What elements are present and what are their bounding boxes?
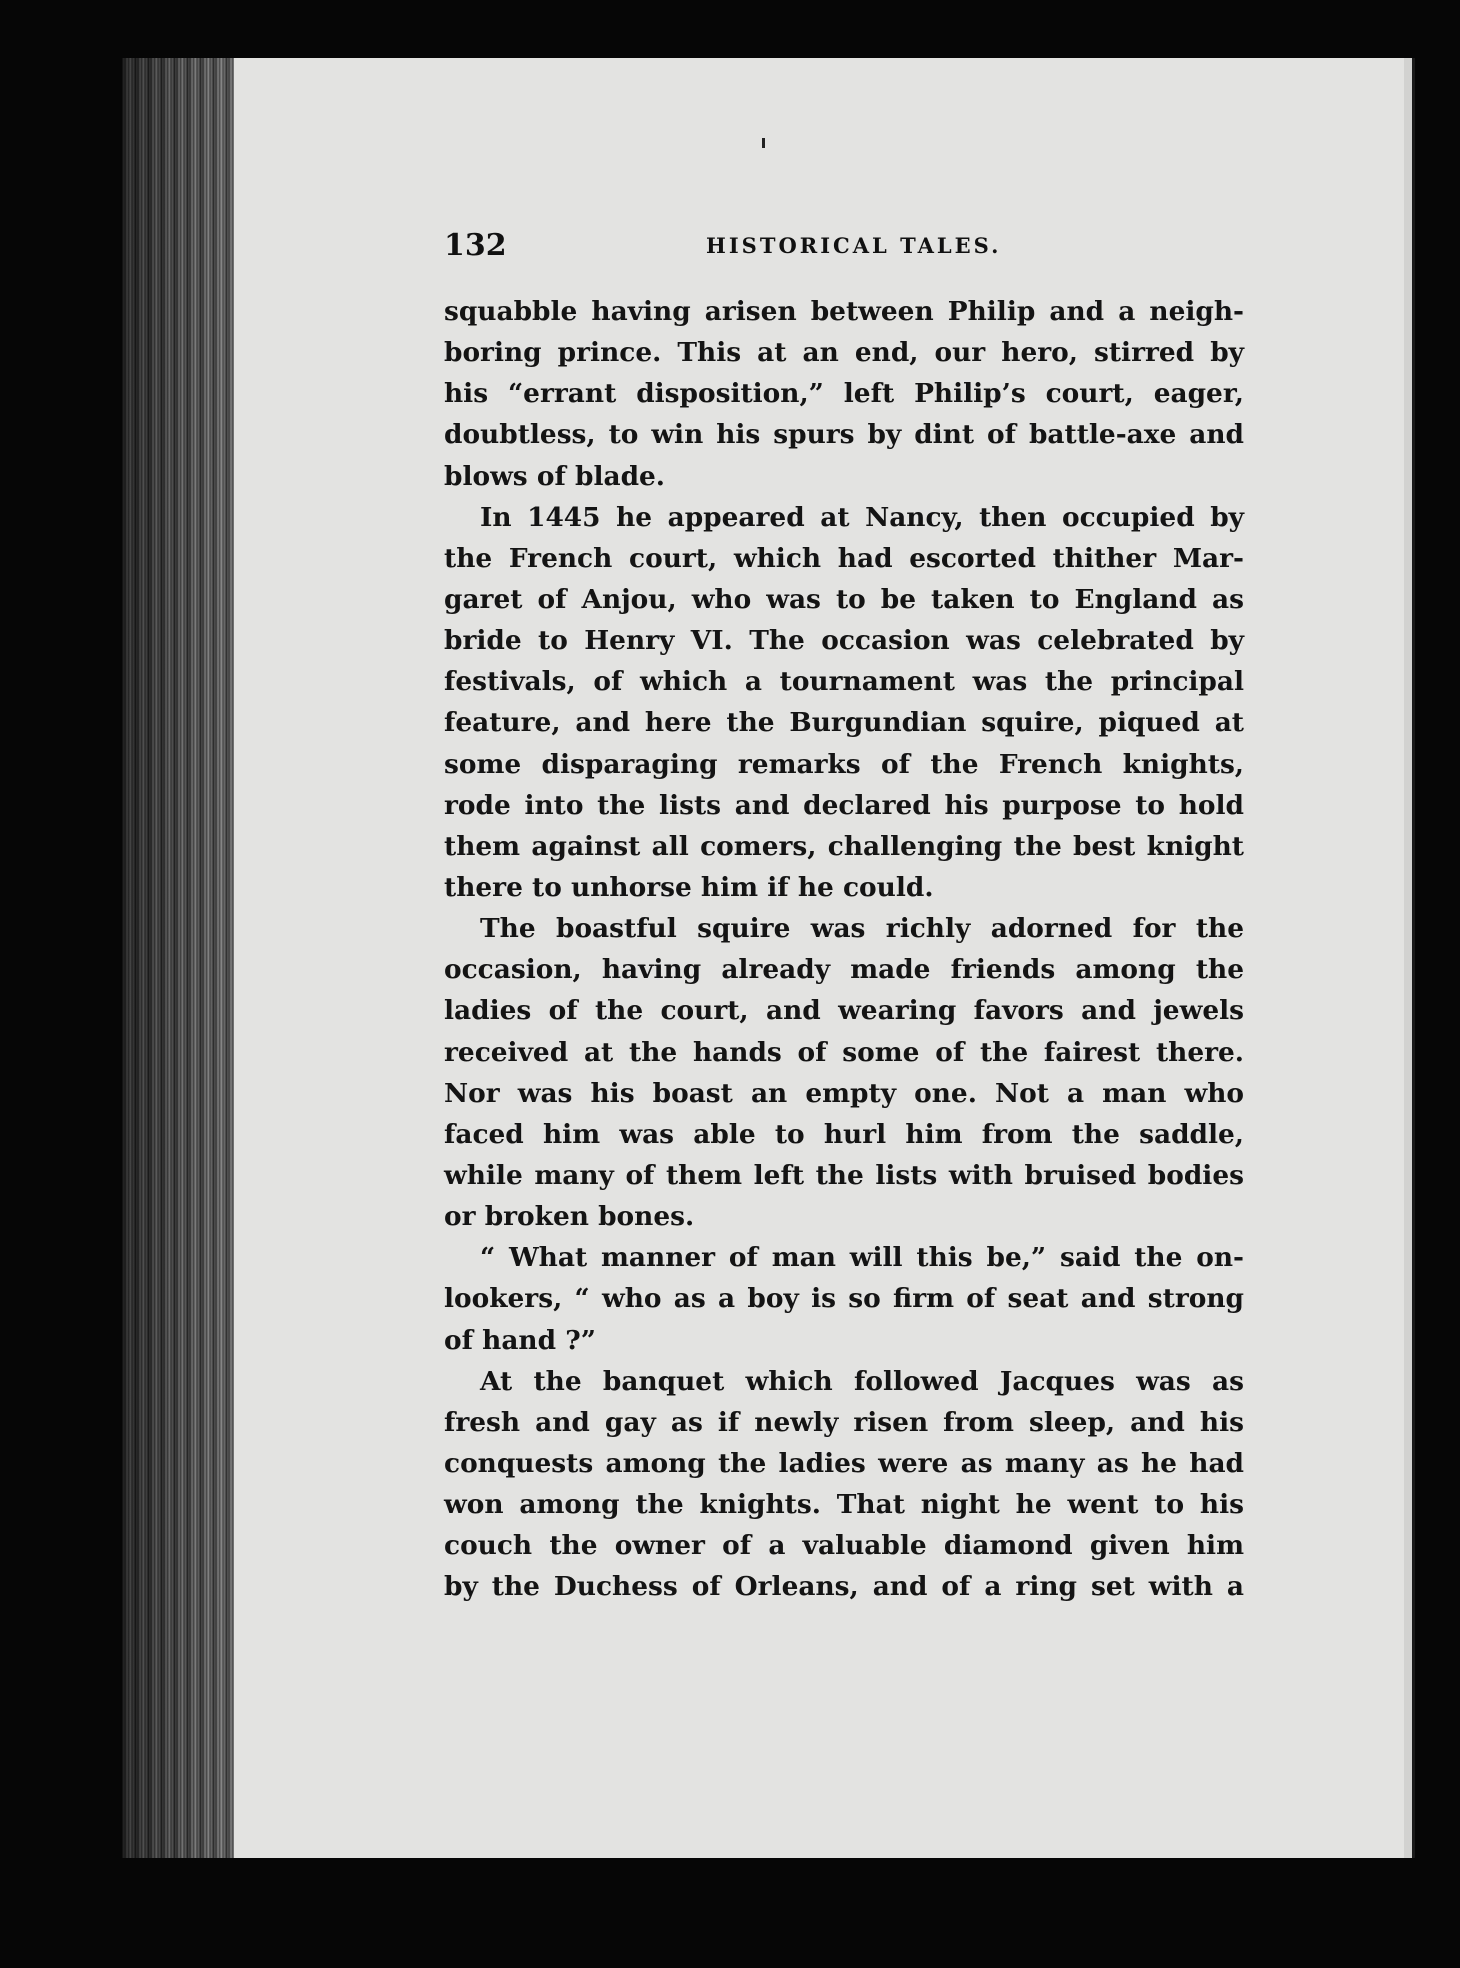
text-line: squabble having arisen between Philip and a neigh- (444, 296, 1244, 327)
text-line: blows of blade. (444, 460, 665, 492)
text-line: feature, and here the Burgundian squire, piqued at (444, 707, 1244, 739)
ink-speck (762, 138, 765, 148)
text-line: some disparaging remarks of the French knights, (444, 748, 1244, 780)
text-line: his “errant disposition,” left Philip’s court, eager, (444, 378, 1244, 410)
page-gutter-line (1412, 58, 1415, 1858)
text-line: them against all comers, challenging the best knight (444, 830, 1244, 862)
text-line: occasion, having already made friends among the (444, 954, 1244, 986)
text-line: faced him was able to hurl him from the saddle, (444, 1118, 1244, 1150)
text-line: while many of them left the lists with bruised bodies (444, 1159, 1244, 1191)
book-edge-shadow (122, 58, 234, 1858)
text-line: boring prince. This at an end, our hero, stirred by (444, 337, 1244, 369)
page-header (444, 228, 1244, 268)
text-line: The boastful squire was richly adorned for the (480, 913, 1244, 945)
text-line: At the banquet which followed Jacques was as (480, 1365, 1244, 1397)
text-line: ladies of the court, and wearing favors and jewels (444, 995, 1244, 1027)
running-title: HISTORICAL TALES. (706, 233, 1002, 258)
text-line: rode into the lists and declared his purpose to hold (444, 789, 1244, 821)
text-line: received at the hands of some of the fairest there. (444, 1036, 1244, 1068)
text-line: won among the knights. That night he went to his (444, 1489, 1244, 1521)
text-line: there to unhorse him if he could. (444, 871, 934, 903)
page-right-margin (1404, 58, 1412, 1858)
text-line: “ What manner of man will this be,” said the on- (480, 1242, 1244, 1274)
text-line: couch the owner of a valuable diamond given him (444, 1530, 1244, 1562)
text-line: In 1445 he appeared at Nancy, then occupied by (480, 501, 1244, 533)
text-line: doubtless, to win his spurs by dint of battle-axe and (444, 419, 1244, 451)
page-number: 132 (444, 228, 507, 263)
text-line: the French court, which had escorted thither Mar- (444, 542, 1244, 574)
body-text (444, 291, 1244, 1608)
text-line: by the Duchess of Orleans, and of a ring set with a (444, 1571, 1244, 1603)
text-line: lookers, “ who as a boy is so firm of seat and strong (444, 1283, 1244, 1315)
text-line: conquests among the ladies were as many as he had (444, 1447, 1244, 1479)
text-line: Nor was his boast an empty one. Not a man who (444, 1077, 1244, 1109)
text-line: fresh and gay as if newly risen from sleep, and his (444, 1406, 1244, 1438)
text-line: bride to Henry VI. The occasion was celebrated by (444, 625, 1244, 657)
text-line: festivals, of which a tournament was the principal (444, 666, 1244, 698)
text-line: garet of Anjou, who was to be taken to England as (444, 583, 1244, 615)
text-line: or broken bones. (444, 1201, 695, 1233)
text-line: of hand ?” (444, 1324, 596, 1356)
